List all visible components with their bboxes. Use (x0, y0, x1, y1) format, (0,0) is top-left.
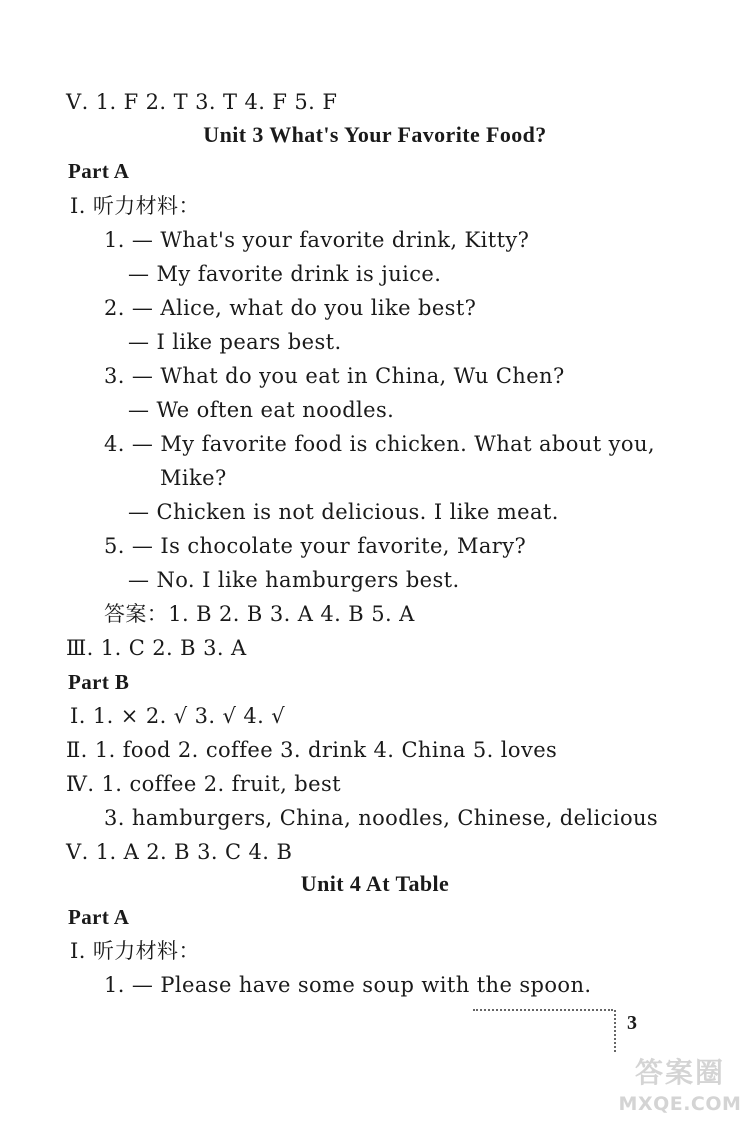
part-a-answers: 答案：1. B 2. B 3. A 4. B 5. A (104, 602, 415, 626)
dialogue-1-answer: — My favorite drink is juice. (128, 262, 442, 286)
part-b-section-v: Ⅴ. 1. A 2. B 3. C 4. B (66, 840, 293, 864)
dialogue-4-question: 4. — My favorite food is chicken. What about you, (104, 432, 655, 456)
section-iii-answers: Ⅲ. 1. C 2. B 3. A (66, 636, 247, 660)
unit-4-listening-heading: Ⅰ. 听力材料： (70, 939, 200, 963)
unit-3-listening-heading: Ⅰ. 听力材料： (70, 194, 200, 218)
dialogue-5-answer: — No. I like hamburgers best. (128, 568, 460, 592)
part-b-section-i: Ⅰ. 1. × 2. √ 3. √ 4. √ (70, 704, 286, 728)
page-corner-dotted-rule (473, 1009, 613, 1011)
part-b-section-iv-line-2: 3. hamburgers, China, noodles, Chinese, delicious (104, 806, 659, 830)
unit-3-title: Unit 3 What's Your Favorite Food? (203, 122, 547, 147)
site-watermark (612, 1055, 748, 1123)
page-number: 3 (627, 1012, 637, 1034)
unit-3-part-b-heading: Part B (68, 670, 130, 694)
watermark-url: MXQE.COM (618, 1093, 742, 1115)
dialogue-3-answer: — We often eat noodles. (128, 398, 395, 422)
dialogue-2-question: 2. — Alice, what do you like best? (104, 296, 477, 320)
dialogue-2-answer: — I like pears best. (128, 330, 342, 354)
dialogue-3-question: 3. — What do you eat in China, Wu Chen? (104, 364, 565, 388)
dialogue-1-question: 1. — What's your favorite drink, Kitty? (104, 228, 530, 252)
section-v-answers: Ⅴ. 1. F 2. T 3. T 4. F 5. F (66, 90, 338, 114)
page-corner-dotted-divider (614, 1010, 616, 1052)
watermark-logo-text: 答案圈 (634, 1056, 725, 1089)
part-b-section-iv-line-1: Ⅳ. 1. coffee 2. fruit, best (66, 772, 341, 796)
unit-4-title: Unit 4 At Table (300, 871, 450, 896)
part-b-section-ii: Ⅱ. 1. food 2. coffee 3. drink 4. China 5. loves (66, 738, 558, 762)
dialogue-5-question: 5. — Is chocolate your favorite, Mary? (104, 534, 527, 558)
unit-4-part-a-heading: Part A (68, 905, 130, 929)
unit-3-part-a-heading: Part A (68, 159, 130, 183)
dialogue-4-answer: — Chicken is not delicious. I like meat. (128, 500, 559, 524)
unit-4-dialogue-1-question: 1. — Please have some soup with the spoon. (104, 973, 592, 997)
dialogue-4-question-cont: Mike? (160, 466, 227, 490)
